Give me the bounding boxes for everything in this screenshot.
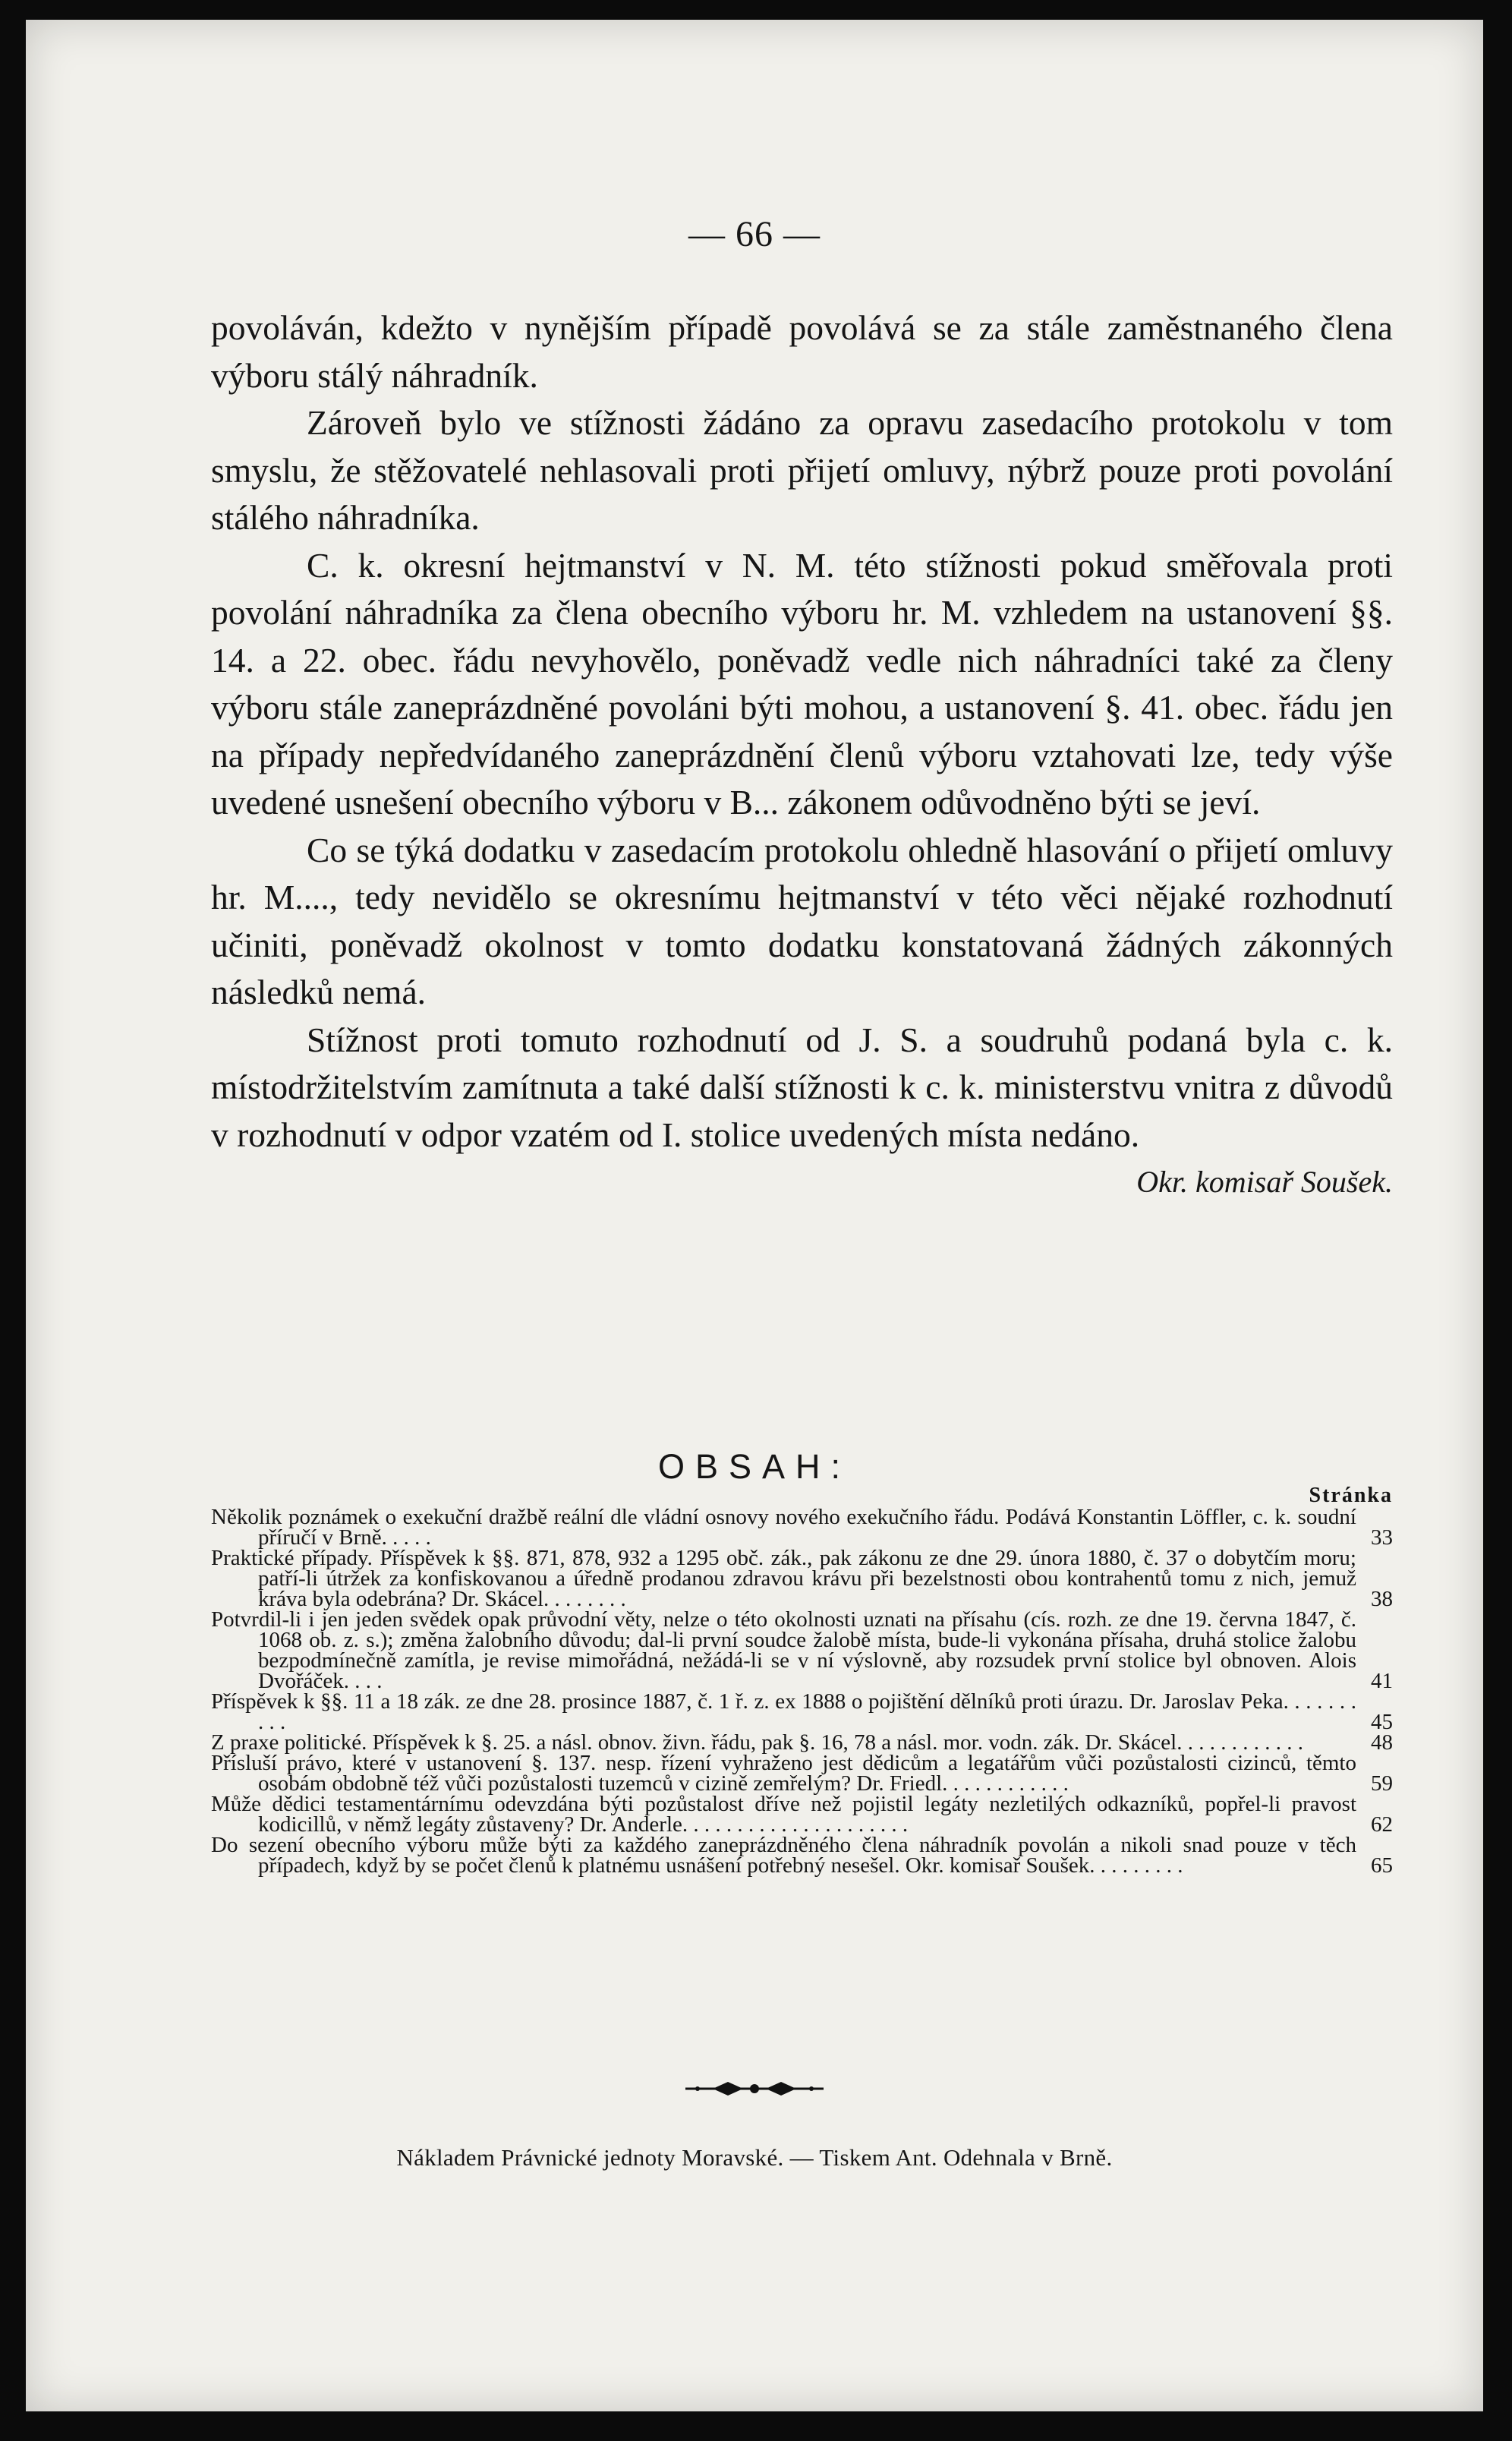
toc-entry-title: Do sezení obecního výboru může býti za každého zaneprázdněného člena náhradník povolán a nikoli snad pouze v těch případech, když by se počet členů k platnému usnášení potřebný nesešel. Okr. komisař Soušek. . . . . . . . . [211,1833,1356,1878]
toc-entry-title: Z praxe politické. Příspěvek k §. 25. a násl. obnov. živn. řádu, pak §. 16, 78 a násl. mor. vodn. zák. Dr. Skácel. . . . . . . . . . . . [211,1730,1303,1755]
paragraph-5 [211,1017,1393,1199]
toc-entry-page: 38 [1371,1587,1393,1611]
toc-entry-page: 41 [1371,1669,1393,1693]
page-column-header: Stránka [1309,1484,1393,1507]
paragraph-4: Co se týká dodatku v zasedacím protokolu ohledně hlasování o přijetí omluvy hr. M...., tedy nevidělo se okresnímu hejtmanství v této věci nějaké rozhodnutí učiniti, poněvadž okolnost v tomto dodatku konstatovaná žádných zákonných následků nemá. [211,830,1393,1011]
document-page [26,20,1483,2411]
toc-entry-page: 65 [1371,1853,1393,1878]
toc-entry [211,1794,1393,1835]
toc-entry [211,1507,1393,1548]
toc-entry-title: Může dědici testamentárnímu odevzdána býti pozůstalost dříve než pojistil legáty nezletilých odkazníků, popřel-li pravost kodicillů, v němž legáty zůstaveny? Dr. Anderle. . . . . . . . . . . . . . . . . . . . . [211,1792,1356,1837]
toc-entry [211,1730,1393,1755]
signature: Okr. komisař Soušek. [1136,1165,1393,1199]
paragraph-3: C. k. okresní hejtmanství v N. M. této stížnosti pokud směřovala proti povolání náhradníka za člena obecního výboru hr. M. vzhledem na ustanovení §§. 14. a 22. obec. řádu nevyhovělo, poněvadž vedle nich náhradníci také za členy výboru stále zaneprázdněné povoláni býti mohou, a ustanovení §. 41. obec. řádu jen na případy nepředvídaného zaneprázdnění členů výboru vztahovati lze, tedy výše uvedené usnešení obecního výboru v B... zákonem odůvodněno býti se jeví. [211,545,1393,822]
toc-entry-title: Praktické případy. Příspěvek k §§. 871, 878, 932 a 1295 obč. zák., pak zákonu ze dne 29. února 1880, č. 37 o dobytčím moru; patří-li útržek za konfiskovanou a úředně prodanou zdravou krávu při bezelstnosti obou kontrahentů tomu z nich, jemuž kráva byla odebrána? Dr. Skácel. . . . . . . . [211,1546,1356,1611]
toc-entry-title: Potvrdil-li i jen jeden svědek opak průvodní věty, nelze o této okolnosti uznati na přísahu (cís. rozh. ze dne 19. června 1847, č. 1068 ob. z. s.); změna žalobního důvodu; dal-li první soudce žalobě místa, bude-li vykonána přísaha, druhá stolice žalobu bezpodmínečně zamítla, je revise mimořádná, nežádá-li se v ní výslovně, aby rozsudek první stolice byl obnoven. Alois Dvořáček. . . . [211,1607,1356,1693]
paragraph-5-text: Stížnost proti tomuto rozhodnutí od J. S. a soudruhů podaná byla c. k. místodržitelstvím zamítnuta a také další stížnosti k c. k. ministerstvu vnitra z důvodů v rozhodnutí v odpor vzatém od I. stolice uvedených místa nedáno. [211,1020,1393,1154]
toc-entry-page: 45 [1371,1710,1393,1734]
toc-entry [211,1753,1393,1794]
toc-entry-title: Několik poznámek o exekuční dražbě reální dle vládní osnovy nového exekučního řádu. Podává Konstantin Löffler, c. k. soudní příručí v Brně. . . . . [211,1505,1356,1550]
publisher-footer: Nákladem Právnické jednoty Moravské. — Tiskem Ant. Odehnala v Brně. [396,2144,1113,2171]
ornament-divider [26,2077,1483,2104]
ornament-icon [682,2077,827,2100]
table-of-contents [211,1485,1393,1876]
toc-entry [211,1607,1393,1693]
page-number: — 66 — [688,214,821,254]
contents-title: OBSAH: [657,1447,852,1486]
toc-entry-page: 59 [1371,1771,1393,1796]
toc-entry-page: 62 [1371,1812,1393,1837]
toc-entry [211,1835,1393,1876]
body-text [211,304,1393,1206]
toc-entry-page: 33 [1371,1525,1393,1550]
paragraph-1: povoláván, kdežto v nynějším případě povolává se za stále zaměstnaného člena výboru stálý náhradník. [211,308,1393,395]
toc-entry-title: Přísluší právo, které v ustanovení §. 137. nesp. řízení vyhraženo jest dědicům a legatářům vůči pozůstalosti cizinců, těmto osobám obdobně též vůči pozůstalosti tuzemců v cizině zemřelým? Dr. Friedl. . . . . . . . . . . . [211,1751,1356,1796]
toc-entry [211,1548,1393,1610]
toc-entry-title: Příspěvek k §§. 11 a 18 zák. ze dne 28. prosince 1887, č. 1 ř. z. ex 1888 o pojištění dělníků proti úrazu. Dr. Jaroslav Peka. . . . . . . . . . [211,1689,1356,1734]
toc-entry-page: 48 [1371,1730,1393,1755]
toc-entry [211,1689,1393,1734]
paragraph-2: Zároveň bylo ve stížnosti žádáno za opravu zasedacího protokolu v tom smyslu, že stěžovatelé nehlasovali proti přijetí omluvy, nýbrž pouze proti povolání stálého náhradníka. [211,403,1393,537]
